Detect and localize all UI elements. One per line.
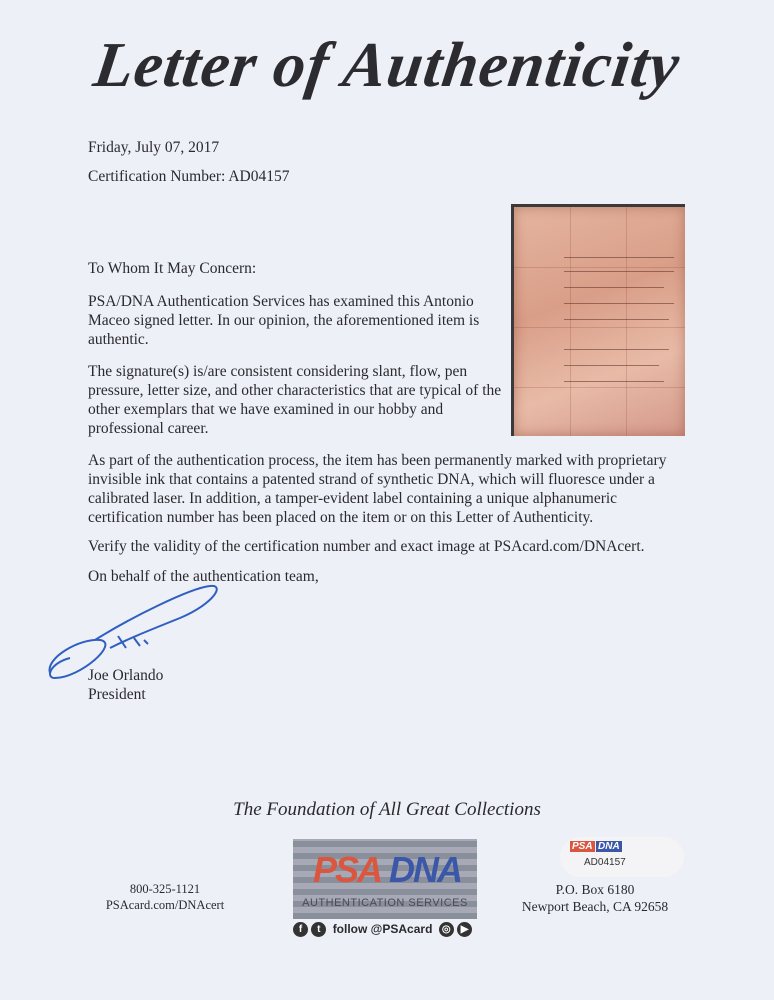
certification-number: Certification Number: AD04157 [88, 168, 290, 185]
logo-services: AUTHENTICATION SERVICES [302, 897, 468, 909]
letter-date: Friday, July 07, 2017 [88, 139, 220, 156]
logo-dna: DNA [389, 849, 461, 890]
certification-label [560, 837, 684, 877]
item-photo [511, 204, 685, 436]
signer-name: Joe Orlando [88, 667, 164, 684]
psa-dna-logo [293, 839, 477, 919]
paragraph-verify: Verify the validity of the certification number and exact image at PSAcard.com/DNAcert. [88, 538, 645, 555]
tagline: The Foundation of All Great Collections [233, 799, 541, 820]
paragraph-signature: The signature(s) is/are consistent considering slant, flow, pen pressure, letter size, and other characteristics that are typical of the other exemplars that we have examined in our hobby and professional career. [88, 363, 502, 437]
paragraph-process: As part of the authentication process, the item has been permanently marked with proprietary invisible ink that contains a patented strand of synthetic DNA, which will fluoresce under a calibrated laser. In addition, a tamper-evident label containing a unique alphanumeric certification number has been placed on the item or on this Letter of Authenticity. [88, 452, 667, 526]
label-psa: PSA [572, 841, 593, 852]
logo-psa: PSA [313, 849, 382, 890]
social-bar [293, 922, 472, 937]
twitter-icon[interactable]: t [311, 922, 326, 937]
phone: 800-325-1121 [129, 882, 201, 896]
social-handle[interactable]: follow @PSAcard [332, 922, 433, 936]
signer-role: President [88, 686, 146, 703]
label-number: AD04157 [584, 857, 626, 868]
address-line-2: Newport Beach, CA 92658 [521, 899, 669, 914]
youtube-icon[interactable]: ▶ [457, 922, 472, 937]
address-line-1: P.O. Box 6180 [555, 882, 635, 897]
salutation: To Whom It May Concern: [88, 260, 257, 277]
paragraph-examination: PSA/DNA Authentication Services has examined this Antonio Maceo signed letter. In our opinion, the aforementioned item is authentic. [88, 293, 480, 348]
facebook-icon[interactable]: f [293, 922, 308, 937]
instagram-icon[interactable]: ◎ [439, 922, 454, 937]
website[interactable]: PSAcard.com/DNAcert [105, 898, 225, 912]
label-dna: DNA [598, 841, 620, 852]
page-title: Letter of Authenticity [89, 29, 685, 100]
paragraph-closing: On behalf of the authentication team, [88, 568, 319, 585]
